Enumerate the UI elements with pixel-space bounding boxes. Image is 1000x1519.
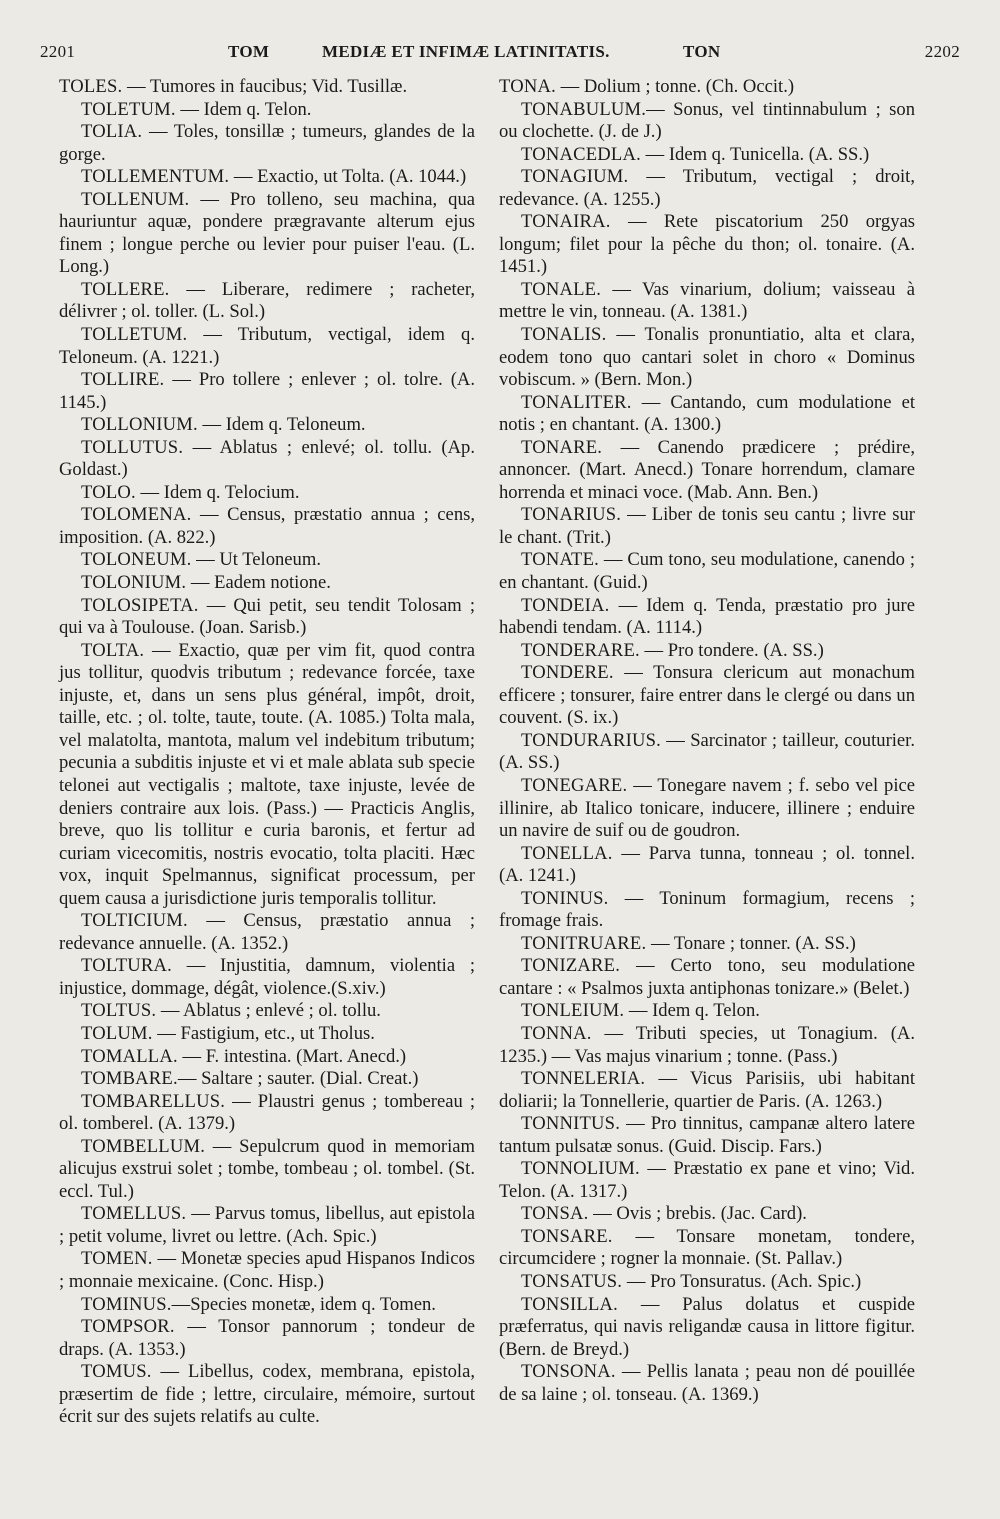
entry-headword: TOMINUS. (81, 1293, 172, 1315)
entry-headword: TONNOLIUM. (521, 1158, 640, 1180)
dictionary-entry (59, 414, 475, 437)
dictionary-entry (499, 1113, 915, 1158)
entry-definition: — Toninum formagium, recens ; fromage frais. (499, 887, 915, 932)
entry-definition: — Parva tunna, tonneau ; ol. tonnel. (A. 1241.) (499, 842, 915, 887)
entry-definition: — Dolium ; tonne. (Ch. Occit.) (555, 76, 795, 97)
entry-definition: — Idem q. Teloneum. (197, 414, 366, 436)
running-head-left: TOM (228, 42, 270, 61)
entry-definition: — Vicus Parisiis, ubi habitant doliarii; la Tonnellerie, quartier de Paris. (A. 1263.) (499, 1068, 915, 1112)
entry-headword: TOLTA. (81, 639, 145, 661)
entry-definition: — Ut Teloneum. (191, 549, 321, 571)
dictionary-entry (59, 1316, 475, 1361)
running-title: MEDIÆ ET INFIMÆ LATINITATIS. (322, 42, 610, 61)
entry-definition: — Palus dolatus et cuspide præferratus, qui navis religandæ causa in littore figitur. (Bern. de Breyd.) (499, 1293, 915, 1360)
entry-definition: — Tributum, vectigal ; droit, redevance. (A. 1255.) (499, 166, 915, 210)
page-header (40, 34, 960, 68)
dictionary-entry (499, 279, 915, 324)
entry-headword: TOMPSOR. (81, 1316, 175, 1338)
entry-definition: — Pellis lanata ; peau non dé pouillée de sa laine ; ol. tonseau. (A. 1369.) (499, 1361, 915, 1405)
entry-definition: — Cum tono, seu modulatione, canendo ; en chantant. (Guid.) (499, 549, 915, 594)
entry-definition: — Sonus, vel tintinnabulum ; son ou clochette. (J. de J.) (499, 98, 915, 143)
dictionary-entry (499, 1203, 915, 1226)
entry-definition: — F. intestina. (Mart. Anecd.) (177, 1045, 407, 1067)
dictionary-entry (59, 549, 475, 572)
entry-definition: — Census, præstatio annua ; cens, imposition. (A. 822.) (59, 504, 475, 548)
entry-definition: — Pro Tonsuratus. (Ach. Spic.) (622, 1270, 862, 1292)
entry-definition: — Ablatus ; enlevé; ol. tollu. (Ap. Goldast.) (59, 436, 475, 481)
dictionary-entry (499, 211, 915, 279)
entry-headword: TOMELLUS. (81, 1203, 187, 1225)
dictionary-entry (499, 1068, 915, 1113)
entry-headword: TONARE. (521, 436, 603, 458)
entry-definition: — Monetæ species apud Hispanos Indicos ; monnaie mexicaine. (Conc. Hisp.) (59, 1248, 475, 1292)
dictionary-entry (59, 76, 475, 99)
dictionary-entry (59, 189, 475, 279)
dictionary-entry (499, 888, 915, 933)
dictionary-entry (499, 662, 915, 730)
dictionary-entry (499, 324, 915, 392)
entry-headword: TOLLETUM. (81, 324, 188, 346)
entry-headword: TOLETUM. (81, 98, 176, 120)
dictionary-entry (59, 437, 475, 482)
entry-headword: TOLLEMENTUM. (81, 166, 230, 188)
entry-definition: — Tonsare monetam, tondere, circumcidere ; rogner la monnaie. (St. Pallav.) (499, 1225, 915, 1270)
dictionary-entry (59, 595, 475, 640)
dictionary-entry (59, 99, 475, 122)
entry-definition: — Rete piscatorium 250 orgyas longum; filet pour la pêche du thon; ol. tonaire. (A. 1451.) (499, 211, 915, 278)
entry-definition: — Ablatus ; enlevé ; ol. tollu. (156, 1000, 381, 1022)
dictionary-entry (499, 76, 915, 99)
page-number-right: 2202 (924, 42, 960, 61)
dictionary-entry (59, 1248, 475, 1293)
entry-definition: — Tonegare navem ; f. sebo vel pice illinire, ab Italico tonicare, inducere, illinere ; enduire un navire de suif ou de goudron. (499, 774, 915, 842)
dictionary-entry (499, 1226, 915, 1271)
entry-definition: — Tonalis pronuntiatio, alta et clara, eodem tono quo cantari solet in choro « Dominus vobiscum. » (Bern. Mon.) (499, 324, 915, 391)
entry-headword: TONALIS. (521, 324, 607, 346)
dictionary-entry (499, 392, 915, 437)
entry-headword: TOMBARE. (81, 1068, 178, 1090)
entry-definition: — Plaustri genus ; tombereau ; ol. tomberel. (A. 1379.) (59, 1090, 475, 1135)
entry-definition: — Parvus tomus, libellus, aut epistola ; petit volume, livret ou lettre. (Ach. Spic.) (59, 1203, 475, 1247)
dictionary-entry (59, 1091, 475, 1136)
entry-headword: TOLONIUM. (81, 572, 187, 594)
entry-headword: TONSATUS. (521, 1270, 623, 1292)
entry-definition: — Liberare, redimere ; racheter, délivrer ; ol. toller. (L. Sol.) (59, 278, 475, 323)
dictionary-entry (59, 1046, 475, 1069)
dictionary-entry (59, 482, 475, 505)
dictionary-entry (59, 1294, 475, 1317)
running-head-right: TON (683, 42, 721, 61)
entry-definition: — Idem q. Telon. (624, 1000, 760, 1022)
entry-headword: TOMBELLUM. (81, 1135, 206, 1157)
dictionary-entry (499, 549, 915, 594)
dictionary-entry (499, 640, 915, 663)
dictionary-entry (499, 1023, 915, 1068)
entry-definition: — Pro tondere. (A. SS.) (639, 639, 824, 661)
dictionary-entry (499, 504, 915, 549)
entry-headword: TONDERE. (521, 662, 614, 684)
entry-definition: — Saltare ; sauter. (Dial. Creat.) (177, 1068, 419, 1090)
entry-definition: —Species monetæ, idem q. Tomen. (171, 1293, 436, 1315)
text-columns (40, 76, 960, 1499)
dictionary-entry (59, 324, 475, 369)
dictionary-entry (499, 595, 915, 640)
dictionary-entry (59, 166, 475, 189)
right-column (499, 76, 915, 1406)
entry-headword: TOLLENUM. (81, 188, 190, 210)
dictionary-entry (59, 1068, 475, 1091)
dictionary-entry (59, 572, 475, 595)
dictionary-entry (499, 1294, 915, 1362)
entry-headword: TOLO. (81, 481, 136, 503)
dictionary-entry (499, 775, 915, 843)
entry-definition: — Tonare ; tonner. (A. SS.) (646, 932, 856, 954)
entry-headword: TONAGIUM. (521, 166, 629, 188)
entry-headword: TOMEN. (81, 1248, 153, 1270)
entry-headword: TONLEIUM. (521, 1000, 625, 1022)
entry-definition: — Sarcinator ; tailleur, couturier. (A. SS.) (499, 729, 915, 774)
entry-headword: TONARIUS. (521, 504, 622, 526)
dictionary-entry (499, 1361, 915, 1406)
entry-headword: TOLOSIPETA. (81, 594, 199, 616)
entry-definition: — Fastigium, etc., ut Tholus. (152, 1022, 375, 1044)
dictionary-entry (59, 1203, 475, 1248)
dictionary-entry (499, 730, 915, 775)
entry-headword: TOLIA. (81, 121, 143, 143)
entry-headword: TOLTUS. (81, 1000, 157, 1022)
entry-headword: TONALE. (521, 278, 602, 300)
entry-definition: — Libellus, codex, membrana, epistola, præsertim de fide ; lettre, circulaire, mémoire, surtout écrit sur des sujets relatifs au culte. (59, 1361, 475, 1428)
entry-definition: — Qui petit, seu tendit Tolosam ; qui va à Toulouse. (Joan. Sarisb.) (59, 594, 475, 639)
entry-headword: TONALITER. (521, 391, 632, 413)
entry-headword: TONABULUM. (521, 98, 647, 120)
entry-headword: TOMUS. (81, 1361, 152, 1383)
dictionary-entry (499, 166, 915, 211)
entry-headword: TONSILLA. (521, 1293, 619, 1315)
entry-headword: TONACEDLA. (521, 143, 641, 165)
dictionary-entry (59, 279, 475, 324)
dictionary-entry (59, 955, 475, 1000)
entry-headword: TONA. (499, 76, 556, 97)
entry-headword: TOLLERE. (81, 278, 170, 300)
entry-headword: TONSA. (521, 1203, 589, 1225)
entry-headword: TOLLONIUM. (81, 414, 198, 436)
dictionary-entry (499, 1000, 915, 1023)
entry-headword: TONINUS. (521, 887, 609, 909)
entry-headword: TONSONA. (521, 1361, 616, 1383)
dictionary-entry (59, 1023, 475, 1046)
entry-headword: TONIZARE. (521, 955, 621, 977)
dictionary-entry (499, 933, 915, 956)
dictionary-entry (59, 640, 475, 911)
entry-definition: — Idem q. Telocium. (135, 481, 300, 503)
entry-definition: — Tonsura clericum aut monachum efficere ; tonsurer, faire entrer dans le clergé ou dans un couvent. (S. ix.) (499, 662, 915, 729)
entry-headword: TOLOMENA. (81, 504, 192, 526)
dictionary-entry (59, 504, 475, 549)
dictionary-entry (499, 99, 915, 144)
entry-headword: TONNELERIA. (521, 1068, 646, 1090)
entry-headword: TONNA. (521, 1022, 592, 1044)
page-number-left: 2201 (40, 42, 76, 61)
entry-headword: TOMALLA. (81, 1045, 178, 1067)
entry-headword: TOLONEUM. (81, 549, 192, 571)
entry-headword: TOLTICIUM. (81, 910, 188, 932)
entry-definition: — Liber de tonis seu cantu ; livre sur le chant. (Trit.) (499, 504, 915, 548)
dictionary-entry (59, 910, 475, 955)
entry-headword: TOLTURA. (81, 955, 172, 977)
entry-definition: — Injustitia, damnum, violentia ; injustice, dommage, dégât, violence.(S.xiv.) (59, 955, 475, 999)
entry-definition: — Idem q. Tenda, præstatio pro jure habendi tendam. (A. 1114.) (499, 594, 915, 639)
dictionary-entry (499, 955, 915, 1000)
entry-headword: TOLES. (59, 76, 123, 97)
dictionary-entry (499, 437, 915, 505)
entry-definition: — Exactio, quæ per vim fit, quod contra jus tollitur, quodvis tributum ; redevance forcée, taxe injuste, et, dans un sens plus général, impôt, droit, taille, etc. ; ol. tolte, taute, toute. (A. 1085.) Tolta mala, vel malatolta, mantota, malum vel indebitum tributum; pecunia a subditis injuste et vi et male ablata sub specie telonei aut vectigalis ; maltote, taxe injuste, levée de deniers contraire aux lois. (Pass.) — Practicis Anglis, breve, quo lis tollitur e curia baronis, et fertur ad curiam vicecomitis, nostris evocatio, tolta placiti. Hæc vox, inquit Spelmannus, significat processum, per quem causa a jurisdictione juris temporalis tollitur. (59, 639, 475, 909)
entry-definition: — Canendo prædicere ; prédire, annoncer. (Mart. Anecd.) Tonare horrendum, clamare horrenda et minaci voce. (Mab. Ann. Ben.) (499, 436, 915, 503)
entry-definition: — Tributum, vectigal, idem q. Teloneum. (A. 1221.) (59, 324, 475, 368)
entry-headword: TONDURARIUS. (521, 729, 661, 751)
dictionary-entry (499, 843, 915, 888)
entry-definition: — Pro tolleno, seu machina, qua hauriuntur aquæ, pondere prægravante alterum ejus finem ; longue perche ou levier pour puiser l'eau. (L. Long.) (59, 188, 475, 278)
entry-headword: TONITRUARE. (521, 932, 647, 954)
dictionary-entry (59, 121, 475, 166)
entry-definition: — Tributi species, ut Tonagium. (A. 1235.) — Vas majus vinarium ; tonne. (Pass.) (499, 1022, 915, 1067)
entry-definition: — Tumores in faucibus; Vid. Tusillæ. (122, 76, 408, 97)
entry-definition: — Vas vinarium, dolium; vaisseau à mettre le vin, tonneau. (A. 1381.) (499, 278, 915, 323)
entry-headword: TOLLIRE. (81, 369, 165, 391)
entry-definition: — Cantando, cum modulatione et notis ; en chantant. (A. 1300.) (499, 391, 915, 436)
entry-headword: TONELLA. (521, 842, 613, 864)
entry-definition: — Præstatio ex pane et vino; Vid. Telon. (A. 1317.) (499, 1158, 915, 1202)
entry-headword: TONEGARE. (521, 774, 628, 796)
entry-headword: TONDEIA. (521, 594, 610, 616)
dictionary-entry (499, 1271, 915, 1294)
entry-definition: — Ovis ; brebis. (Jac. Card). (588, 1203, 807, 1225)
entry-definition: — Idem q. Tunicella. (A. SS.) (640, 143, 870, 165)
entry-headword: TONNITUS. (521, 1113, 621, 1135)
entry-headword: TONAIRA. (521, 211, 611, 233)
entry-headword: TONDERARE. (521, 639, 640, 661)
entry-headword: TONSARE. (521, 1225, 613, 1247)
entry-definition: — Sepulcrum quod in memoriam alicujus exstrui solet ; tombe, tombeau ; ol. tombel. (St. eccl. Tul.) (59, 1135, 475, 1202)
entry-definition: — Certo tono, seu modulatione cantare : « Psalmos juxta antiphonas tonizare.» (Belet.) (499, 955, 915, 999)
entry-definition: — Eadem notione. (186, 572, 331, 594)
entry-headword: TONATE. (521, 549, 600, 571)
entry-headword: TOLUM. (81, 1022, 153, 1044)
dictionary-entry (499, 1158, 915, 1203)
entry-headword: TOMBARELLUS. (81, 1090, 226, 1112)
entry-definition: — Pro tinnitus, campanæ altero latere tantum pulsatæ sonus. (Guid. Discip. Fars.) (499, 1113, 915, 1157)
dictionary-entry (499, 144, 915, 167)
entry-definition: — Idem q. Telon. (175, 98, 312, 120)
entry-definition: — Tonsor pannorum ; tondeur de draps. (A. 1353.) (59, 1316, 475, 1360)
entry-definition: — Pro tollere ; enlever ; ol. tolre. (A. 1145.) (59, 369, 475, 413)
dictionary-entry (59, 1136, 475, 1204)
entry-headword: TOLLUTUS. (81, 436, 184, 458)
left-column (59, 76, 475, 1429)
dictionary-entry (59, 1000, 475, 1023)
dictionary-entry (59, 369, 475, 414)
entry-definition: — Exactio, ut Tolta. (A. 1044.) (229, 166, 467, 188)
entry-definition: — Census, præstatio annua ; redevance annuelle. (A. 1352.) (59, 910, 475, 954)
dictionary-entry (59, 1361, 475, 1429)
entry-definition: — Toles, tonsillæ ; tumeurs, glandes de la gorge. (59, 121, 475, 165)
